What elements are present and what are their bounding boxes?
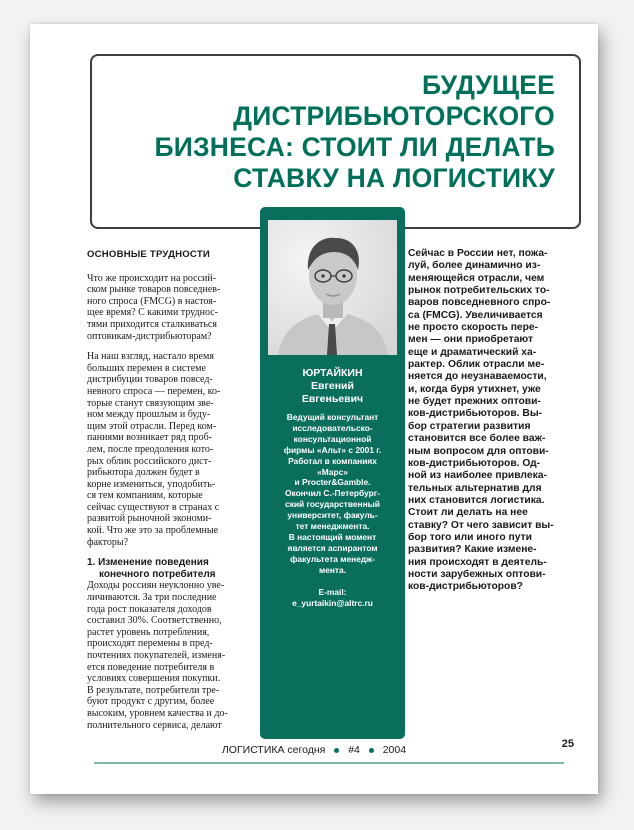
title-line: ДИСТРИБЬЮТОРСКОГО: [233, 101, 555, 131]
text-line: корне измениться, уподобить-: [87, 478, 216, 490]
text-line: тями приходится сталкиваться: [87, 318, 217, 330]
right-column-lead: [408, 248, 558, 594]
text-line: варов повседневного спро-: [408, 297, 551, 309]
text-line: Что же происходит на россий-: [87, 272, 217, 284]
text-line: личиваются. За три последние: [87, 592, 217, 604]
text-line: Стоит ли делать на нее: [408, 507, 528, 519]
text-line: рактер. Облик отрасли ме-: [408, 359, 545, 371]
text-line: полнительного сервиса, делают: [87, 719, 222, 731]
email-label: E-mail:: [318, 587, 347, 597]
author-name: [260, 367, 405, 406]
text-line: не просто скорость пере-: [408, 322, 539, 334]
text-line: няется до неузнаваемости,: [408, 371, 547, 383]
email-address[interactable]: e_yurtaikin@altrc.ru: [292, 598, 373, 608]
title-line: БИЗНЕСА: СТОИТ ЛИ ДЕЛАТЬ: [154, 132, 555, 162]
subheading: [87, 557, 251, 580]
bio-line: Работал в компаниях: [288, 455, 377, 466]
text-line: рынок потребительских то-: [408, 285, 550, 297]
text-line: ным вопросом для оптови-: [408, 445, 549, 457]
title-line: СТАВКУ НА ЛОГИСТИКУ: [233, 163, 555, 193]
text-line: са (FMCG). Увеличивается: [408, 309, 543, 321]
magazine-page: [30, 24, 598, 794]
text-line: оптовикам-дистрибьюторам?: [87, 330, 212, 342]
text-line: В результате, потребители тре-: [87, 684, 220, 696]
text-line: меняющейся отрасли, чем: [408, 272, 545, 284]
journal-name: ЛОГИСТИКА сегодня: [221, 744, 326, 756]
text-line: становится все более важ-: [408, 433, 546, 445]
text-line: ков-дистрибьюторов. Од-: [408, 457, 541, 469]
bio-line: Ведущий консультант: [286, 412, 379, 422]
bio-line: университет, факуль-: [287, 510, 378, 521]
text-line: ного спроса (FMCG) в настоя-: [87, 295, 217, 307]
article-title: [154, 70, 555, 194]
author-panel: [260, 207, 405, 739]
text-line: больших перемен в системе: [87, 362, 206, 374]
text-line: Сейчас в России нет, пожа-: [408, 248, 548, 259]
text-line: происходят перемены в пред-: [87, 638, 213, 650]
text-line: дистрибуции товаров повсед-: [87, 374, 213, 386]
paragraph: [87, 273, 251, 343]
footer-rule: [94, 756, 564, 770]
text-line: щее время? С какими труднос-: [87, 307, 218, 319]
bio-line: и Procter&Gamble.: [294, 477, 371, 488]
text-line: луй, более динамично из-: [408, 260, 541, 272]
bio-line: исследовательско-: [292, 422, 373, 433]
text-line: буют продукт с другим, более: [87, 696, 215, 708]
bio-line: Окончил С.-Петербург-: [284, 488, 381, 499]
bio-line: тет менеджмента.: [295, 521, 370, 532]
text-line: ском рынке товаров повседнев-: [87, 284, 221, 296]
bio-line: консультационной: [293, 433, 372, 444]
bio-line: фирмы «Альт» с 2001 г.: [283, 444, 382, 455]
text-line: почтениях покупателей, изменя-: [87, 650, 226, 661]
text-line: лем, после преодоления кото-: [87, 443, 214, 455]
text-line: не будет прежних оптови-: [408, 396, 541, 408]
author-bio: [266, 412, 399, 576]
portrait-image: [268, 220, 397, 355]
text-line: невного спроса — перемен, ко-: [87, 385, 221, 397]
text-line: растет уровень потребления,: [87, 626, 210, 638]
bio-line: является аспирантом: [287, 542, 378, 553]
text-line: На наш взгляд, настало время: [87, 351, 214, 363]
text-line: развития? Какие измене-: [408, 544, 537, 556]
text-line: еще и драматический ха-: [408, 346, 537, 358]
subheading-line: 1. Изменение поведения: [87, 557, 209, 569]
text-line: бор стратегии развития: [408, 420, 531, 432]
text-line: ется поведение потребителя в: [87, 661, 215, 673]
issue-year: 2004: [382, 744, 407, 756]
text-line: развитой рыночной экономи-: [87, 513, 212, 525]
bio-line: В настоящий момент: [288, 531, 377, 542]
text-line: высоким, уровнем качества и до-: [87, 707, 228, 719]
title-frame: [90, 54, 581, 229]
text-line: и, когда буря утихнет, уже: [408, 383, 541, 395]
title-line: БУДУЩЕЕ: [422, 70, 555, 100]
paragraph: [87, 580, 251, 731]
text-line: ков-дистрибьюторов?: [408, 581, 523, 593]
text-line: составил 30%. Соответственно,: [87, 615, 222, 627]
text-line: ности зарубежных оптови-: [408, 568, 546, 580]
text-line: ставку? От чего зависит вы-: [408, 519, 554, 531]
text-line: условиях совершения покупки.: [87, 673, 221, 685]
bio-line: ский государственный: [285, 499, 380, 510]
subheading-line: конечного потребителя: [99, 568, 216, 580]
text-line: ков-дистрибьюторов. Вы-: [408, 408, 543, 420]
text-line: мен — они приобретают: [408, 334, 534, 346]
text-line: бор того или иного пути: [408, 531, 532, 543]
text-line: кой. Что же это за проблемные: [87, 525, 219, 537]
author-email-block: [260, 587, 405, 609]
text-line: ния происходят в деятель-: [408, 556, 547, 568]
text-line: Доходы россиян неуклонно уве-: [87, 580, 225, 592]
author-photo: [268, 220, 397, 355]
text-line: года рост показателя доходов: [87, 603, 212, 615]
bio-line: факультета менедж-: [290, 553, 375, 564]
author-patronymic: Евгеньевич: [301, 393, 364, 405]
text-line: сейчас существуют в странах с: [87, 501, 220, 513]
text-line: ной из наиболее привлека-: [408, 470, 547, 482]
text-line: рых облик российского дист-: [87, 455, 212, 467]
text-line: торые станут связующим зве-: [87, 397, 214, 409]
paragraph: [87, 351, 251, 548]
author-surname: ЮРТАЙКИН: [302, 367, 363, 379]
text-line: ном между прошлым и буду-: [87, 409, 211, 421]
bullet-dot: [369, 748, 374, 753]
issue-number: #4: [348, 744, 360, 756]
author-first-name: Евгений: [311, 380, 354, 392]
footer: [30, 744, 598, 756]
section-heading: ОСНОВНЫЕ ТРУДНОСТИ: [87, 249, 210, 260]
text-line: них становится логистика.: [408, 494, 545, 506]
text-line: ся тем компаниям, которые: [87, 490, 203, 502]
left-column: [87, 249, 251, 731]
page-number: 25: [561, 738, 574, 750]
text-line: рибьютора должен будет в: [87, 467, 200, 479]
text-line: паниями возникает ряд проб-: [87, 432, 212, 444]
bio-line: мента.: [319, 564, 346, 575]
text-line: тельных альтернатив для: [408, 482, 542, 494]
bullet-dot: [334, 748, 339, 753]
bio-line: «Марс»: [317, 466, 348, 477]
text-line: факторы?: [87, 536, 129, 548]
text-line: щим этой отрасли. Перед ком-: [87, 420, 217, 432]
